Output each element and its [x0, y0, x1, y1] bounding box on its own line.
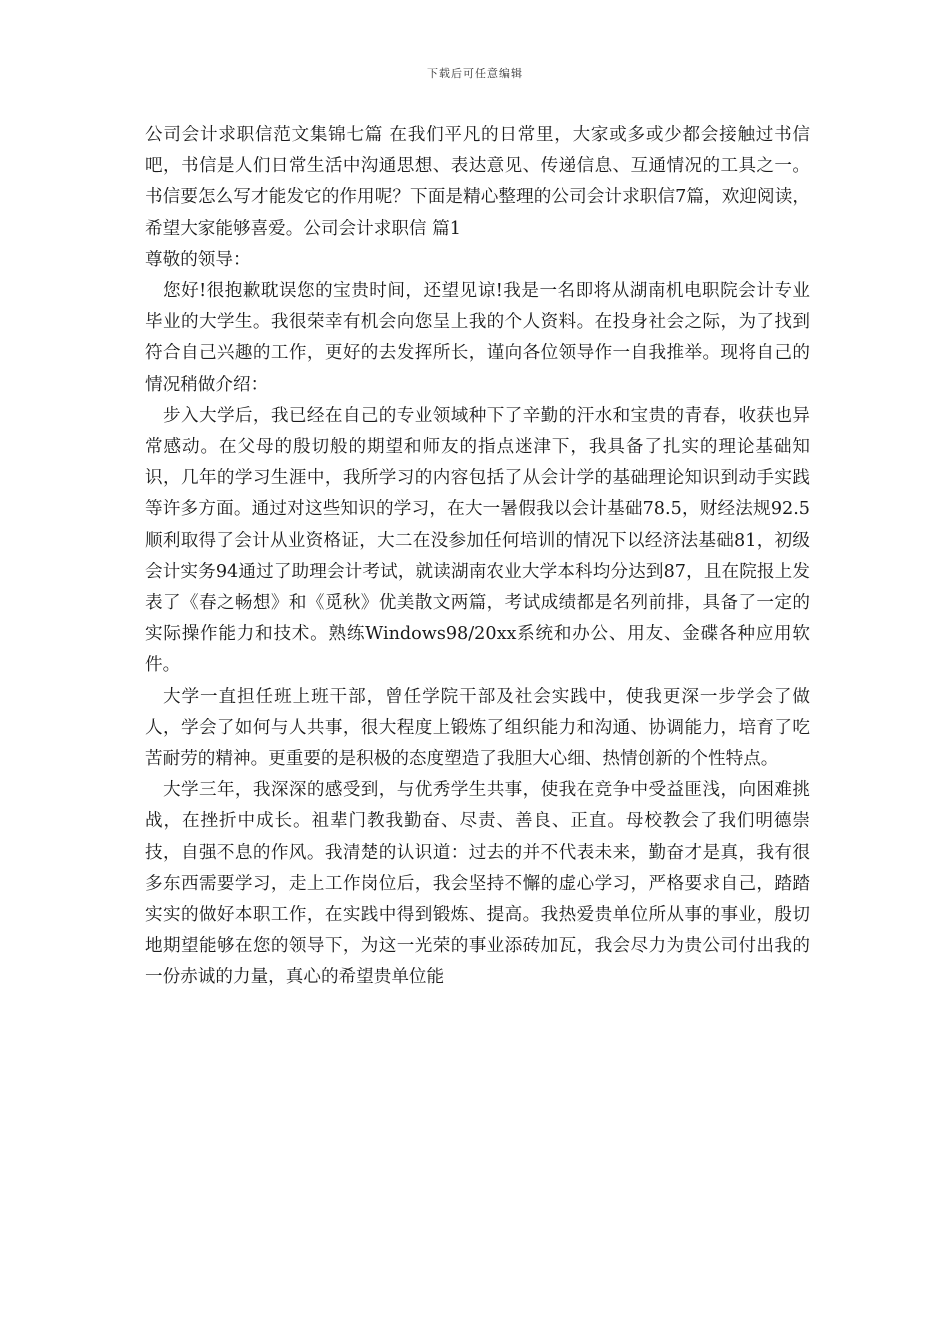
document-body [145, 120, 810, 994]
body-paragraph: 您好!很抱歉耽误您的宝贵时间，还望见谅!我是一名即将从湖南机电职院会计专业毕业的大学生。我很荣幸有机会向您呈上我的个人资料。在投身社会之际，为了找到符合自己兴趣的工作，更好的去发挥所长，谨向各位领导作一自我推举。现将自己的情况稍做介绍： [145, 281, 810, 395]
body-paragraph: 大学一直担任班上班干部，曾任学院干部及社会实践中，使我更深一步学会了做人，学会了如何与人共事，很大程度上锻炼了组织能力和沟通、协调能力，培育了吃苦耐劳的精神。更重要的是积极的态度塑造了我胆大心细、热情创新的个性特点。 [145, 686, 810, 770]
body-paragraph: 步入大学后，我已经在自己的专业领域种下了辛勤的汗水和宝贵的青春，收获也异常感动。在父母的殷切般的期望和师友的指点迷津下，我具备了扎实的理论基础知识，几年的学习生涯中，我所学习的内容包括了从会计学的基础理论知识到动手实践等许多方面。通过对这些知识的学习，在大一暑假我以会计基础78.5，财经法规92.5顺利取得了会计从业资格证，大二在没参加任何培训的情况下以经济法基础81，初级会计实务94通过了助理会计考试，就读湖南农业大学本科均分达到87，且在院报上发表了《春之畅想》和《觅秋》优美散文两篇，考试成绩都是名列前排，具备了一定的实际操作能力和技术。熟练Windows98/20xx系统和办公、用友、金碟各种应用软件。 [145, 405, 810, 676]
body-paragraph: 大学三年，我深深的感受到，与优秀学生共事，使我在竞争中受益匪浅，向困难挑战，在挫折中成长。祖辈门教我勤奋、尽责、善良、正直。母校教会了我们明德崇技，自强不息的作风。我清楚的认识道：过去的并不代表未来，勤奋才是真，我有很多东西需要学习，走上工作岗位后，我会坚持不懈的虚心学习，严格要求自己，踏踏实实的做好本职工作，在实践中得到锻炼、提高。我热爱贵单位所从事的事业，殷切地期望能够在您的领导下，为这一光荣的事业添砖加瓦，我会尽力为贵公司付出我的一份赤诚的力量，真心的希望贵单位能 [145, 780, 810, 988]
salutation: 尊敬的领导： [145, 249, 251, 270]
header-note: 下载后可任意编辑 [427, 67, 523, 80]
intro-paragraph: 公司会计求职信范文集锦七篇 在我们平凡的日常里，大家或多或少都会接触过书信吧，书信是人们日常生活中沟通思想、表达意见、传递信息、互通情况的工具之一。书信要怎么写才能发它的作用呢？下面是精心整理的公司会计求职信7篇，欢迎阅读，希望大家能够喜爱。公司会计求职信 篇1 [145, 125, 810, 239]
